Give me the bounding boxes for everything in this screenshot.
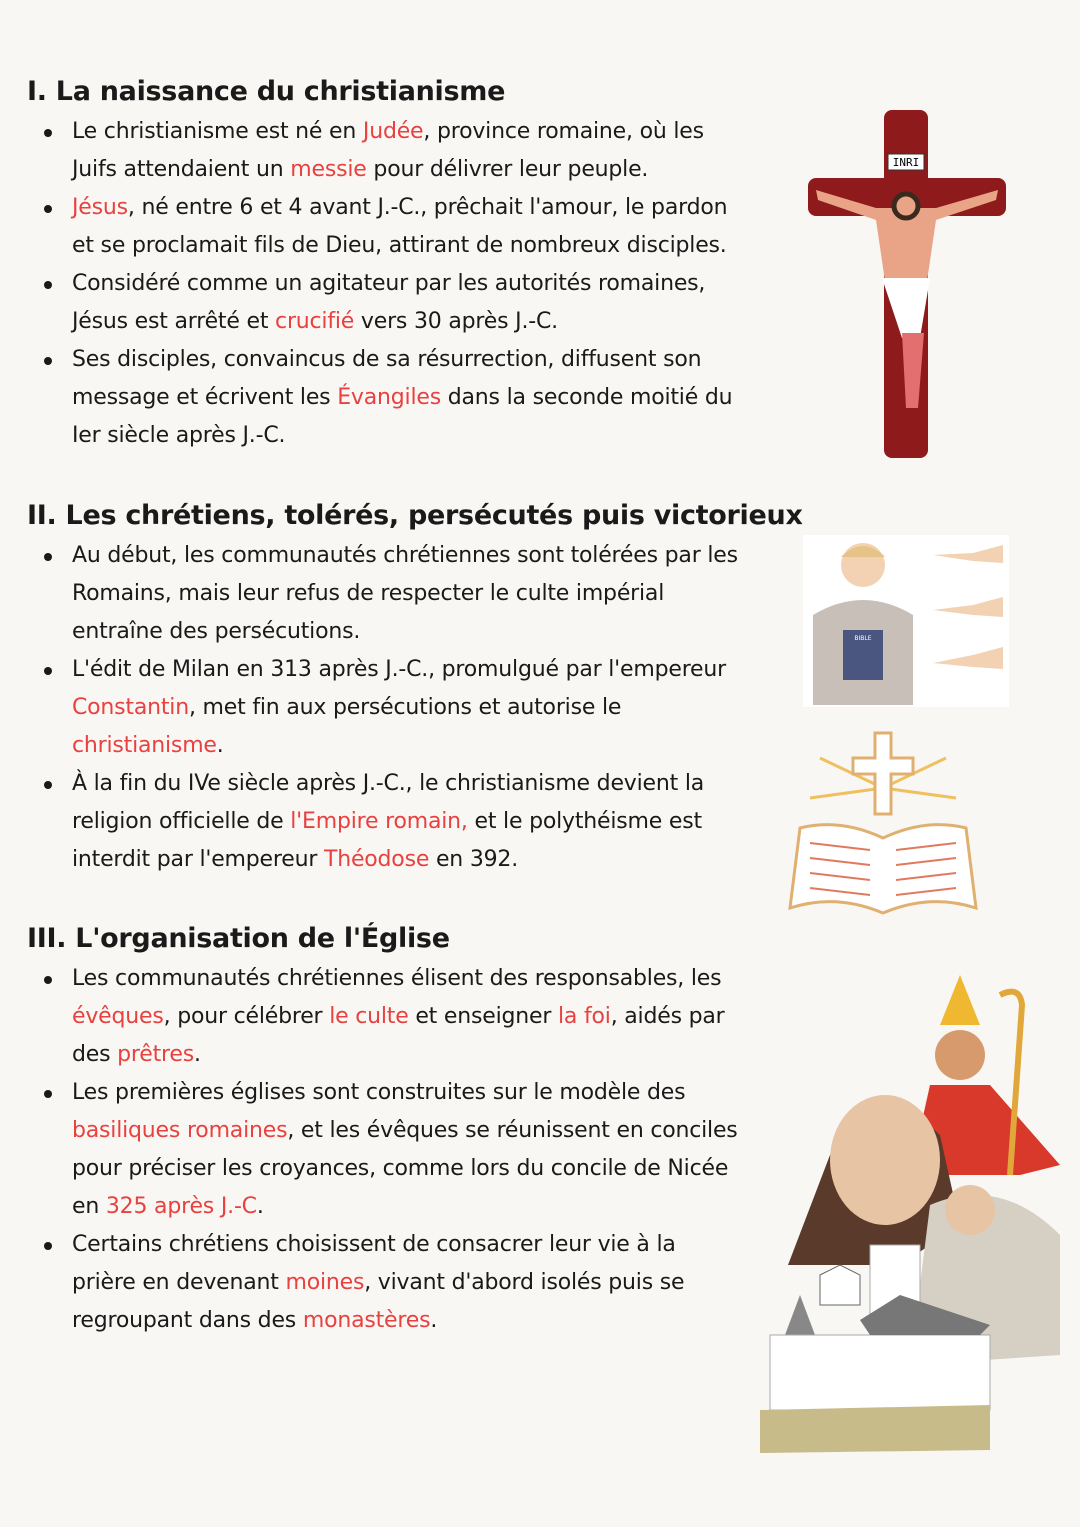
bullet-item xyxy=(27,765,803,879)
highlighted-term: basiliques romaines xyxy=(72,1118,288,1143)
text-segment: message et écrivent les xyxy=(72,385,338,410)
bullet-item xyxy=(27,1074,738,1226)
text-segment: Au début, les communautés chrétiennes sont tolérées par les xyxy=(72,543,738,568)
text-line xyxy=(72,417,732,455)
text-line xyxy=(72,1264,738,1302)
highlighted-term: prêtres xyxy=(117,1042,195,1067)
bible-cross-illustration xyxy=(780,728,986,920)
text-segment: Juifs attendaient un xyxy=(72,157,291,182)
bible-label: BIBLE xyxy=(854,635,872,642)
text-segment: , province romaine, où les xyxy=(423,119,704,144)
text-segment: Le christianisme est né en xyxy=(72,119,363,144)
text-segment: et enseigner xyxy=(408,1004,558,1029)
highlighted-term: Constantin xyxy=(72,695,189,720)
text-segment: , met fin aux persécutions et autorise le xyxy=(188,695,622,720)
text-line xyxy=(72,803,803,841)
highlighted-term: Jésus xyxy=(72,195,128,220)
bullet-item xyxy=(27,1226,738,1340)
section-organisation xyxy=(27,920,738,1340)
text-line xyxy=(72,303,732,341)
bullet-item xyxy=(27,265,732,341)
highlighted-term: la foi xyxy=(557,1004,611,1029)
highlighted-term: Théodose xyxy=(323,847,430,872)
bullet-item xyxy=(27,341,732,455)
text-line xyxy=(72,151,732,189)
text-line xyxy=(72,1226,738,1264)
text-segment: et se proclamait fils de Dieu, attirant de nombreux disciples. xyxy=(72,233,727,258)
text-line xyxy=(72,841,803,879)
bullet-item xyxy=(27,113,732,189)
text-segment: Certains chrétiens choisissent de consacrer leur vie à la xyxy=(72,1232,676,1257)
highlighted-term: moines xyxy=(285,1270,365,1295)
bullet-item xyxy=(27,651,803,765)
highlighted-term: christianisme xyxy=(72,733,217,758)
text-segment: Les premières églises sont construites sur le modèle des xyxy=(72,1080,686,1105)
text-line xyxy=(72,575,803,613)
text-line xyxy=(72,341,732,379)
text-segment: Romains, mais leur refus de respecter le culte impérial xyxy=(72,581,665,606)
text-line xyxy=(72,1188,738,1226)
persecution-illustration xyxy=(803,535,1009,707)
text-segment: dans la seconde moitié du xyxy=(440,385,733,410)
bullet-list xyxy=(27,537,803,879)
text-segment: vers 30 après J.-C. xyxy=(354,309,558,334)
text-line xyxy=(72,1302,738,1340)
bullet-list xyxy=(27,960,738,1340)
bullet-item xyxy=(27,189,732,265)
section-chretiens xyxy=(27,497,803,879)
text-segment: . xyxy=(194,1042,201,1067)
clergy-monastery-illustration xyxy=(760,975,1066,1453)
section-naissance xyxy=(27,73,732,455)
crucifix-illustration xyxy=(806,108,1008,460)
text-line xyxy=(72,379,732,417)
text-segment: pour délivrer leur peuple. xyxy=(366,157,649,182)
text-line xyxy=(72,960,738,998)
highlighted-term: le culte xyxy=(329,1004,409,1029)
highlighted-term: Évangiles xyxy=(337,385,441,410)
text-segment: en xyxy=(72,1194,106,1219)
highlighted-term: crucifié xyxy=(275,309,355,334)
section-title: II. Les chrétiens, tolérés, persécutés puis victorieux xyxy=(27,500,803,531)
text-segment: et le polythéisme est xyxy=(467,809,702,834)
text-segment: des xyxy=(72,1042,118,1067)
text-line xyxy=(72,113,732,151)
bullet-list xyxy=(27,113,732,455)
text-line xyxy=(72,765,803,803)
text-segment: Les communautés chrétiennes élisent des responsables, les xyxy=(72,966,722,991)
text-line xyxy=(72,689,803,727)
text-segment: Jésus est arrêté et xyxy=(72,309,276,334)
highlighted-term: messie xyxy=(290,157,367,182)
text-line xyxy=(72,1036,738,1074)
text-line xyxy=(72,265,732,303)
bullet-item xyxy=(27,960,738,1074)
section-title: III. L'organisation de l'Église xyxy=(27,923,450,954)
text-line xyxy=(72,189,732,227)
text-segment: interdit par l'empereur xyxy=(72,847,324,872)
text-line xyxy=(72,1112,738,1150)
text-line xyxy=(72,998,738,1036)
text-line xyxy=(72,1074,738,1112)
text-segment: . xyxy=(256,1194,264,1219)
text-line xyxy=(72,613,803,651)
text-segment: Considéré comme un agitateur par les autorités romaines, xyxy=(72,271,706,296)
highlighted-term: évêques xyxy=(72,1004,164,1029)
text-segment: , et les évêques se réunissent en conciles xyxy=(287,1118,738,1143)
text-segment: . xyxy=(430,1308,438,1333)
text-line xyxy=(72,1150,738,1188)
bullet-item xyxy=(27,537,803,651)
text-segment: religion officielle de xyxy=(72,809,291,834)
text-segment: pour préciser les croyances, comme lors du concile de Nicée xyxy=(72,1156,729,1181)
text-line xyxy=(72,727,803,765)
text-segment: , vivant d'abord isolés puis se xyxy=(364,1270,685,1295)
text-segment: entraîne des persécutions. xyxy=(72,619,361,644)
inri-sign: INRI xyxy=(892,156,920,169)
text-segment: , aidés par xyxy=(610,1004,725,1029)
text-line xyxy=(72,537,803,575)
text-line xyxy=(72,651,803,689)
text-segment: regroupant dans des xyxy=(72,1308,303,1333)
text-segment: prière en devenant xyxy=(72,1270,286,1295)
text-segment: , né entre 6 et 4 avant J.-C., prêchait l'amour, le pardon xyxy=(127,195,728,220)
highlighted-term: 325 après J.-C xyxy=(105,1194,257,1219)
text-segment: À la fin du IVe siècle après J.-C., le christianisme devient la xyxy=(72,771,705,796)
text-line xyxy=(72,227,732,265)
text-segment: Ses disciples, convaincus de sa résurrection, diffusent son xyxy=(72,347,702,372)
highlighted-term: l'Empire romain, xyxy=(290,809,468,834)
text-segment: en 392. xyxy=(429,847,519,872)
text-segment: . xyxy=(216,733,224,758)
text-segment: Ier siècle après J.-C. xyxy=(72,423,286,448)
text-segment: , pour célébrer xyxy=(163,1004,330,1029)
highlighted-term: Judée xyxy=(362,119,424,144)
section-title: I. La naissance du christianisme xyxy=(27,76,506,107)
text-segment: L'édit de Milan en 313 après J.-C., promulgué par l'empereur xyxy=(72,657,726,682)
highlighted-term: monastères xyxy=(302,1308,431,1333)
